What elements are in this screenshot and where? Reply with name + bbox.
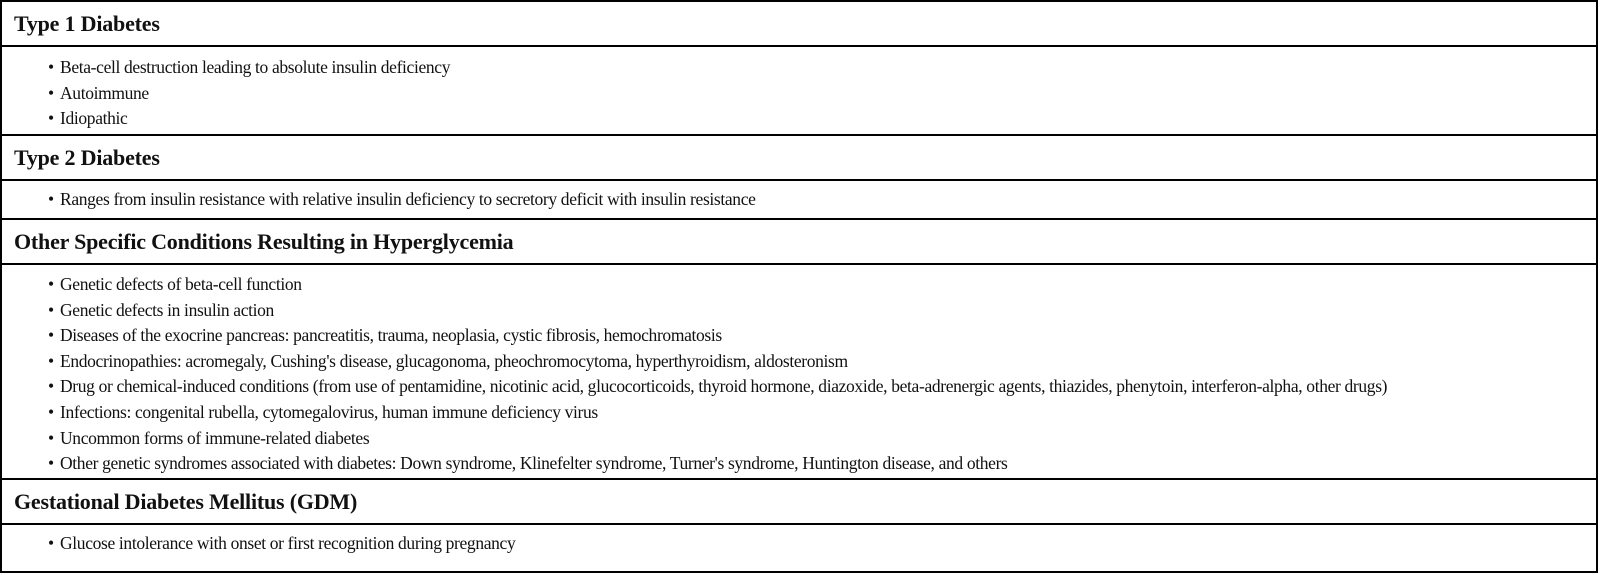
section-body-type-1 xyxy=(2,47,1596,136)
bullet-icon: • xyxy=(48,57,54,77)
list-item: • Infections: congenital rubella, cytomegalovirus, human immune deficiency virus xyxy=(48,400,1596,426)
section-title: Type 1 Diabetes xyxy=(14,10,160,36)
section-body-other-specific xyxy=(2,265,1596,480)
section-title: Gestational Diabetes Mellitus (GDM) xyxy=(14,488,358,514)
bullet-list xyxy=(48,272,1596,477)
bullet-list xyxy=(48,55,1596,132)
bullet-icon: • xyxy=(48,401,54,422)
bullet-icon: • xyxy=(48,376,54,397)
list-item: • Other genetic syndromes associated with diabetes: Down syndrome, Klinefelter syndrome, Turner's syndrome, Huntington disease, and others xyxy=(48,451,1596,477)
bullet-list xyxy=(48,187,1596,213)
list-item: • Autoimmune xyxy=(48,81,1596,107)
list-item: • Ranges from insulin resistance with relative insulin deficiency to secretory deficit with insulin resistance xyxy=(48,187,1596,213)
bullet-icon: • xyxy=(48,274,54,294)
bullet-icon: • xyxy=(48,427,54,448)
bullet-icon: • xyxy=(48,533,54,553)
bullet-icon: • xyxy=(48,325,54,346)
bullet-list xyxy=(48,531,1596,557)
section-heading-other-specific xyxy=(2,220,1596,265)
bullet-icon: • xyxy=(48,453,54,474)
section-body-type-2 xyxy=(2,181,1596,220)
section-title: Other Specific Conditions Resulting in Hyperglycemia xyxy=(14,228,514,254)
section-heading-gdm xyxy=(2,480,1596,525)
bullet-icon: • xyxy=(48,189,54,209)
bullet-icon: • xyxy=(48,350,54,371)
bullet-icon: • xyxy=(48,82,54,103)
list-item: • Genetic defects in insulin action xyxy=(48,298,1596,324)
list-item: • Endocrinopathies: acromegaly, Cushing's disease, glucagonoma, pheochromocytoma, hyperthyroidism, aldosteronism xyxy=(48,349,1596,375)
list-item: • Diseases of the exocrine pancreas: pancreatitis, trauma, neoplasia, cystic fibrosis, hemochromatosis xyxy=(48,323,1596,349)
bullet-icon: • xyxy=(48,108,54,129)
list-item: • Glucose intolerance with onset or first recognition during pregnancy xyxy=(48,531,1596,557)
bullet-icon: • xyxy=(48,299,54,320)
list-item: • Uncommon forms of immune-related diabetes xyxy=(48,426,1596,452)
section-body-gdm xyxy=(2,525,1596,564)
list-item: • Idiopathic xyxy=(48,106,1596,132)
section-heading-type-1 xyxy=(2,2,1596,47)
list-item: • Beta-cell destruction leading to absolute insulin deficiency xyxy=(48,55,1596,81)
list-item: • Drug or chemical-induced conditions (from use of pentamidine, nicotinic acid, glucocorticoids, thyroid hormone, diazoxide, beta-adrenergic agents, thiazides, phenytoin, interferon-alpha, other drugs) xyxy=(48,374,1596,400)
list-item: • Genetic defects of beta-cell function xyxy=(48,272,1596,298)
section-heading-type-2 xyxy=(2,136,1596,181)
section-title: Type 2 Diabetes xyxy=(14,144,160,170)
